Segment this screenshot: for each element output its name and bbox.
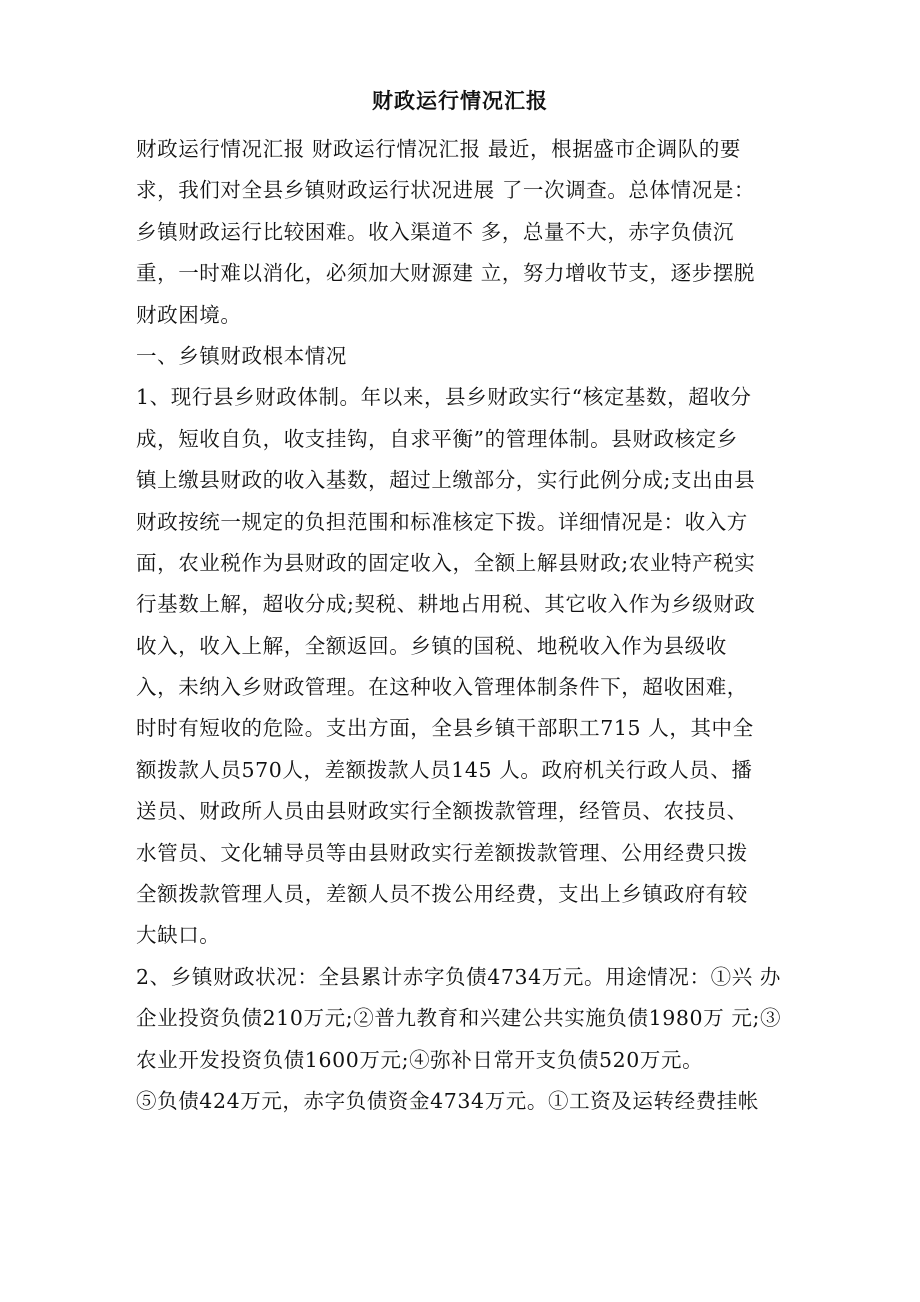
body-line: 乡镇财政运行比较困难。收入渠道不 多，总量不大，赤字负债沉 (136, 219, 734, 244)
body-line: 2、乡镇财政状况：全县累计赤字负债4734万元。用途情况：①兴 办 (136, 964, 782, 989)
body-line: 农业开发投资负债1600万元;④弥补日常开支负债520万元。 (136, 1047, 704, 1072)
section-heading: 一、乡镇财政根本情况 (136, 343, 347, 368)
body-line: 镇上缴县财政的收入基数，超过上缴部分，实行此例分成;支出由县 (136, 468, 756, 493)
body-line: 财政运行情况汇报 财政运行情况汇报 最近，根据盛市企调队的要 (136, 137, 742, 161)
body-line: 面，农业税作为县财政的固定收入，全额上解县财政;农业特产税实 (136, 550, 756, 575)
body-line: 财政困境。 (136, 302, 242, 327)
body-line: 1、现行县乡财政体制。年以来，县乡财政实行“核定基数，超收分 (136, 385, 752, 410)
body-line: 收入，收入上解，全额返回。乡镇的国税、地税收入作为县级收 (136, 633, 727, 658)
body-line: 送员、财政所人员由县财政实行全额拨款管理，经管员、农技员、 (136, 799, 748, 824)
body-line: 财政按统一规定的负担范围和标准核定下拨。详细情况是：收入方 (136, 509, 748, 534)
body-line: 求，我们对全县乡镇财政运行状况进展 了一次调查。总体情况是： (136, 178, 756, 203)
body-line: 重，一时难以消化，必须加大财源建 立，努力增收节支，逐步摆脱 (136, 261, 756, 286)
document-title: 财政运行情况汇报 (372, 89, 548, 113)
body-line: 时时有短收的危险。支出方面，全县乡镇干部职工715 人，其中全 (136, 716, 754, 741)
body-line: 成，短收自负，收支挂钩，自求平衡”的管理体制。县财政核定乡 (136, 426, 738, 451)
body-line: 入，未纳入乡财政管理。在这种收入管理体制条件下，超收困难， (136, 675, 748, 700)
body-line: 大缺口。 (136, 923, 221, 948)
body-line: 水管员、文化辅导员等由县财政实行差额拨款管理、公用经费只拨 (136, 840, 748, 865)
body-line: 行基数上解，超收分成;契税、耕地占用税、其它收入作为乡级财政 (136, 592, 756, 617)
body-line: ⑤负债424万元，赤字负债资金4734万元。①工资及运转经费挂帐 (136, 1088, 759, 1113)
body-line: 额拨款人员570人，差额拨款人员145 人。政府机关行政人员、播 (136, 757, 753, 782)
body-line: 企业投资负债210万元;②普九教育和兴建公共实施负债1980万 元;③ (136, 1006, 782, 1031)
body-line: 全额拨款管理人员，差额人员不拨公用经费，支出上乡镇政府有较 (136, 882, 748, 907)
document-body (136, 134, 786, 1127)
